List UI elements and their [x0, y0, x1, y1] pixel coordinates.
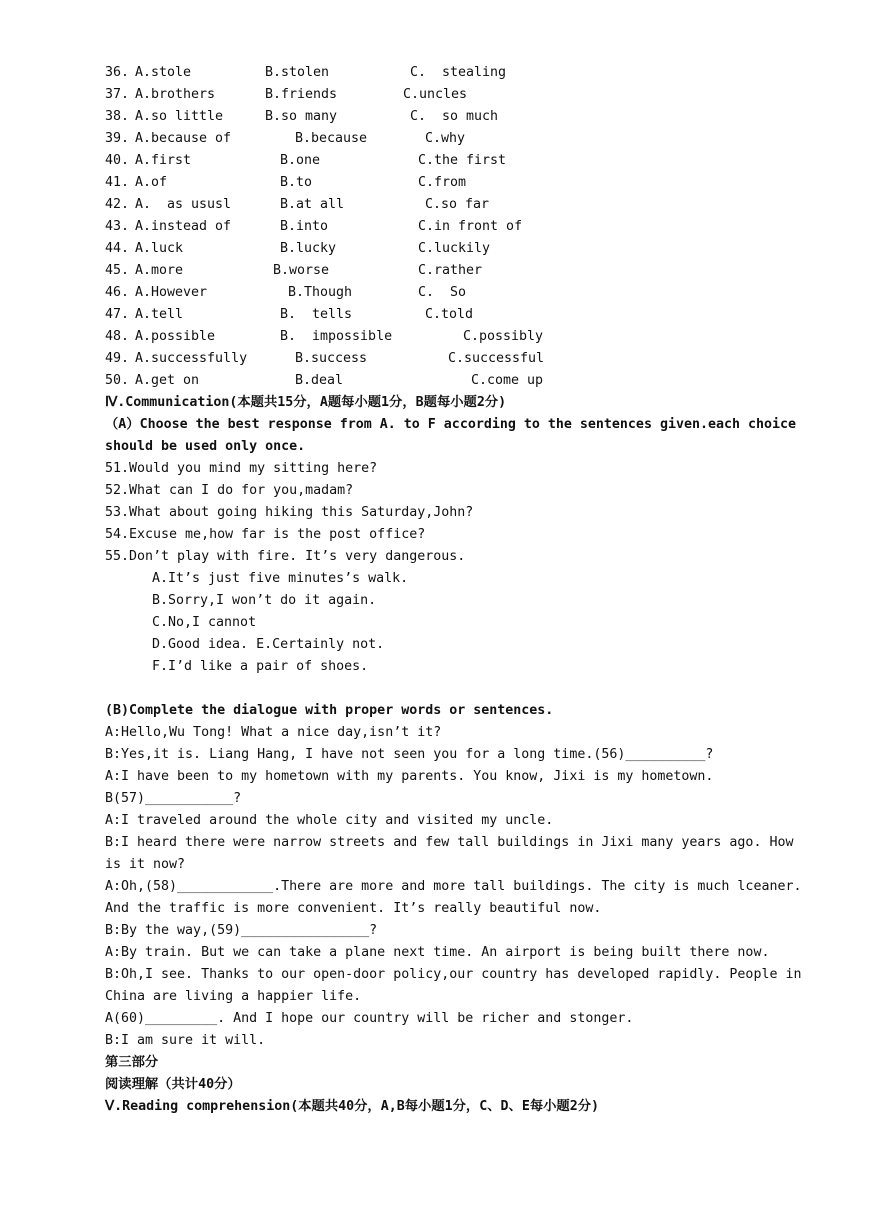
- option-f: F.I’d like a pair of shoes.: [152, 659, 369, 674]
- choice-row: [105, 216, 810, 238]
- choice-option-a: A.luck: [135, 241, 184, 256]
- choice-number: 46.: [105, 285, 130, 300]
- choice-option-c: C.so far: [425, 197, 490, 212]
- spacer: [105, 678, 810, 700]
- choice-row: [105, 370, 810, 392]
- choice-number: 42.: [105, 197, 130, 212]
- choice-option-c: C.why: [425, 131, 466, 146]
- question-55: 55.Don’t play with fire. It’s very dangerous.: [105, 549, 466, 564]
- choice-option-c: C.possibly: [463, 329, 544, 344]
- choice-option-b: B.so many: [265, 109, 338, 124]
- choice-list: [105, 62, 810, 392]
- choice-number: 47.: [105, 307, 130, 322]
- choice-option-a: A.stole: [135, 65, 192, 80]
- choice-row: [105, 304, 810, 326]
- part-a-instruction: （A）Choose the best response from A. to F according to the sentences given.each choice should be used only once.: [105, 417, 797, 454]
- dialogue-line: B(57)___________?: [105, 791, 242, 806]
- part-3-subtitle: 阅读理解（共计40分）: [105, 1077, 241, 1092]
- choice-option-a: A.successfully: [135, 351, 248, 366]
- choice-number: 36.: [105, 65, 130, 80]
- dialogue-line: A:By train. But we can take a plane next time. An airport is being built there now.: [105, 945, 770, 960]
- dialogue-line: A:I have been to my hometown with my parents. You know, Jixi is my hometown.: [105, 769, 714, 784]
- choice-option-c: C.successful: [448, 351, 545, 366]
- choice-row: [105, 348, 810, 370]
- choice-row: [105, 172, 810, 194]
- choice-option-a: A.first: [135, 153, 192, 168]
- choice-row: [105, 282, 810, 304]
- choice-option-a: A.get on: [135, 373, 200, 388]
- choice-number: 49.: [105, 351, 130, 366]
- choice-option-b: B.one: [280, 153, 321, 168]
- choice-option-a: A.tell: [135, 307, 184, 322]
- choice-option-b: B.at all: [280, 197, 345, 212]
- dialogue-line: A(60)_________. And I hope our country will be richer and stonger.: [105, 1011, 634, 1026]
- question-51: 51.Would you mind my sitting here?: [105, 461, 378, 476]
- choice-option-c: C.in front of: [418, 219, 523, 234]
- choice-number: 39.: [105, 131, 130, 146]
- choice-option-b: B.worse: [273, 263, 330, 278]
- choice-option-b: B.stolen: [265, 65, 330, 80]
- choice-option-c: C.luckily: [418, 241, 491, 256]
- choice-option-b: B.deal: [295, 373, 344, 388]
- choice-option-c: C. so much: [410, 109, 499, 124]
- choice-row: [105, 62, 810, 84]
- choice-option-b: B.friends: [265, 87, 338, 102]
- option-b: B.Sorry,I won’t do it again.: [152, 593, 377, 608]
- choice-number: 41.: [105, 175, 130, 190]
- choice-option-b: B.Though: [288, 285, 353, 300]
- choice-row: [105, 238, 810, 260]
- dialogue-line: B:I heard there were narrow streets and few tall buildings in Jixi many years ago. How is it now?: [105, 835, 794, 872]
- choice-row: [105, 84, 810, 106]
- choice-number: 48.: [105, 329, 130, 344]
- option-c: C.No,I cannot: [152, 615, 257, 630]
- choice-option-a: A.because of: [135, 131, 232, 146]
- dialogue-line: A:Oh,(58)____________.There are more and more tall buildings. The city is much lceaner. And the traffic is more convenient. It’s really beautiful now.: [105, 879, 802, 916]
- option-d-e: D.Good idea. E.Certainly not.: [152, 637, 385, 652]
- choice-number: 45.: [105, 263, 130, 278]
- part-3-title: 第三部分: [105, 1055, 159, 1070]
- choice-option-c: C.rather: [418, 263, 483, 278]
- choice-option-c: C.from: [418, 175, 467, 190]
- choice-option-c: C. So: [418, 285, 467, 300]
- section-4-heading: Ⅳ.Communication(本题共15分，A题每小题1分，B题每小题2分): [105, 395, 507, 410]
- choice-row: [105, 326, 810, 348]
- dialogue-line: A:Hello,Wu Tong! What a nice day,isn’t it?: [105, 725, 442, 740]
- choice-number: 43.: [105, 219, 130, 234]
- choice-number: 40.: [105, 153, 130, 168]
- choice-option-b: B.success: [295, 351, 368, 366]
- choice-option-c: C.told: [425, 307, 474, 322]
- choice-option-a: A.possible: [135, 329, 216, 344]
- dialogue-line: B:By the way,(59)________________?: [105, 923, 378, 938]
- choice-option-c: C.come up: [471, 373, 544, 388]
- choice-number: 38.: [105, 109, 130, 124]
- choice-row: [105, 260, 810, 282]
- choice-row: [105, 106, 810, 128]
- choice-number: 44.: [105, 241, 130, 256]
- dialogue-line: B:I am sure it will.: [105, 1033, 266, 1048]
- choice-option-b: B. impossible: [280, 329, 393, 344]
- choice-option-b: B.lucky: [280, 241, 337, 256]
- section-5-heading: Ⅴ.Reading comprehension(本题共40分，A,B每小题1分，C、D、E每小题2分): [105, 1099, 600, 1114]
- choice-number: 50.: [105, 373, 130, 388]
- dialogue-line: B:Oh,I see. Thanks to our open-door policy,our country has developed rapidly. People in China are living a happier life.: [105, 967, 802, 1004]
- choice-option-a: A.of: [135, 175, 168, 190]
- dialogue-line: B:Yes,it is. Liang Hang, I have not seen you for a long time.(56)__________?: [105, 747, 714, 762]
- choice-row: [105, 150, 810, 172]
- question-53: 53.What about going hiking this Saturday,John?: [105, 505, 474, 520]
- dialogue-line: A:I traveled around the whole city and visited my uncle.: [105, 813, 554, 828]
- choice-row: [105, 194, 810, 216]
- choice-option-a: A.more: [135, 263, 184, 278]
- question-54: 54.Excuse me,how far is the post office?: [105, 527, 426, 542]
- choice-option-b: B.because: [295, 131, 368, 146]
- choice-option-c: C.uncles: [403, 87, 468, 102]
- question-52: 52.What can I do for you,madam?: [105, 483, 354, 498]
- choice-option-a: A.so little: [135, 109, 224, 124]
- part-b-instruction: (B)Complete the dialogue with proper words or sentences.: [105, 703, 554, 718]
- choice-option-b: B. tells: [280, 307, 353, 322]
- choice-option-c: C. stealing: [410, 65, 507, 80]
- choice-option-c: C.the first: [418, 153, 507, 168]
- choice-option-a: A.However: [135, 285, 208, 300]
- choice-option-b: B.to: [280, 175, 313, 190]
- option-a: A.It’s just five minutes’s walk.: [152, 571, 409, 586]
- choice-number: 37.: [105, 87, 130, 102]
- choice-row: [105, 128, 810, 150]
- choice-option-b: B.into: [280, 219, 329, 234]
- choice-option-a: A.instead of: [135, 219, 232, 234]
- choice-option-a: A.brothers: [135, 87, 216, 102]
- choice-option-a: A. as ususl: [135, 197, 232, 212]
- document-page: [105, 62, 810, 1118]
